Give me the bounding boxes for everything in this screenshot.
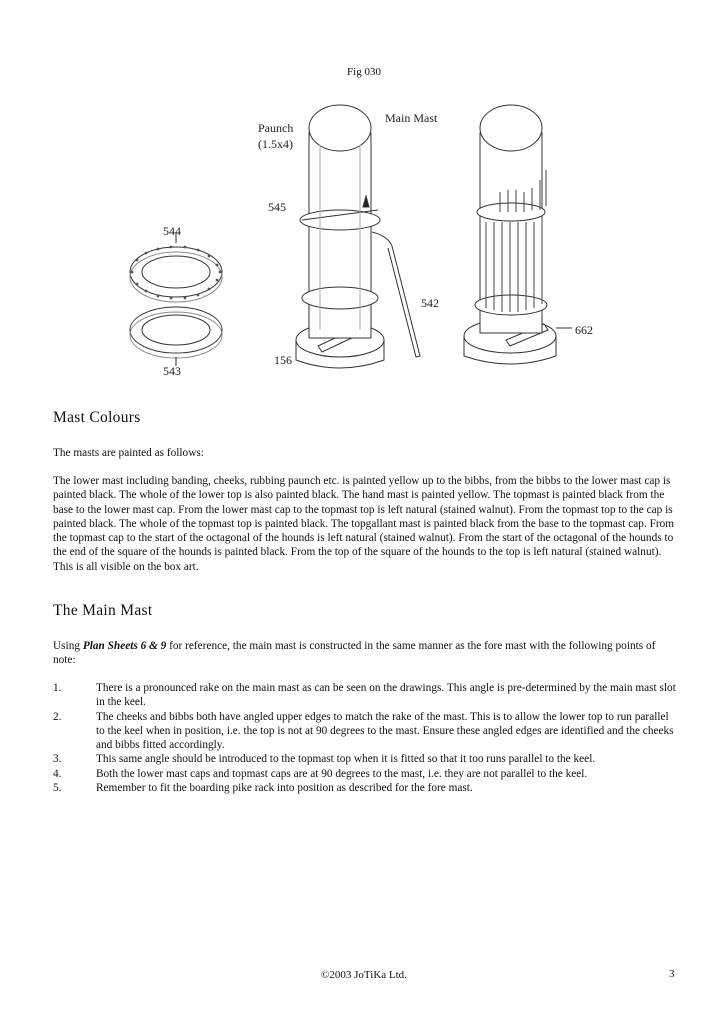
- label-part-156: 156: [274, 353, 292, 367]
- list-item-number: 2.: [53, 710, 62, 723]
- footer-copyright: ©2003 JoTiKa Ltd.: [321, 969, 407, 981]
- label-part-544: 544: [163, 224, 181, 238]
- main-mast-notes-list: [53, 681, 678, 795]
- list-item-number: 4.: [53, 767, 62, 780]
- mast-colours-body: The lower mast including banding, cheeks, rubbing paunch etc. is painted yellow up to the bibbs, from the bibbs to the lower mast cap is painted black. The whole of the lower top is also painted black. The hand mast is painted yellow. The topmast is painted black from the base to the lower mast cap. From the lower mast cap to the topmast top is left natural (stained walnut). From the topmast top to the cap is painted black. The whole of the topmast top is painted black. The topgallant mast is painted black from the base to the topmast cap. From the topmast cap to the start of the octagonal of the hounds is left natural (stained walnut). From the start of the octagonal of the hounds to the end of the square of the hounds is painted black. From the top of the square of the hounds to the top is left natural (stained walnut). This is all visible on the box art.: [53, 475, 675, 573]
- label-part-545: 545: [268, 200, 286, 214]
- mast-colours-intro: The masts are painted as follows:: [53, 447, 204, 459]
- figure-title: Fig 030: [347, 66, 381, 78]
- label-part-662: 662: [575, 323, 593, 337]
- list-item-text: This same angle should be introduced to the topmast top when it is fitted so that it too runs parallel to the keel.: [96, 753, 596, 766]
- label-part-543: 543: [163, 364, 181, 378]
- list-item: [53, 767, 678, 781]
- intro-text-end: for reference, the main mast is constructed in the same manner as the fore mast with the following points of note:: [53, 640, 656, 667]
- page-number: 3: [669, 968, 675, 980]
- list-item-text: Remember to fit the boarding pike rack into position as described for the fore mast.: [96, 782, 473, 795]
- plan-sheets-reference: Plan Sheets 6 & 9: [82, 640, 167, 652]
- list-item-text: There is a pronounced rake on the main mast as can be seen on the drawings. This angle is pre-determined by the main mast slot in the keel.: [96, 682, 676, 709]
- list-item: [53, 752, 678, 766]
- list-item-number: 1.: [53, 682, 62, 694]
- list-item-text: The cheeks and bibbs both have angled upper edges to match the rake of the mast. This is to allow the lower top to run parallel to the keel when in position, i.e. the top is not at 90 degrees to the mast. Ensure these angled edges are identified and the cheeks and bibbs fitted accordingly.: [96, 710, 674, 752]
- heading-mast-colours: Mast Colours: [53, 409, 141, 426]
- list-item-number: 5.: [53, 782, 62, 795]
- main-mast-intro: [53, 639, 678, 668]
- heading-main-mast: The Main Mast: [53, 602, 153, 619]
- list-item-number: 3.: [53, 753, 62, 766]
- list-item: [53, 681, 678, 710]
- list-item-text: Both the lower mast caps and topmast caps are at 90 degrees to the mast, i.e. they are not parallel to the keel.: [96, 767, 588, 780]
- list-item: [53, 781, 678, 795]
- list-item: [53, 710, 678, 753]
- label-paunch-size: (1.5x4): [258, 137, 293, 151]
- mast-assembly-drawing: [0, 80, 728, 380]
- intro-text-start: Using: [53, 640, 83, 652]
- label-main-mast: Main Mast: [385, 111, 438, 125]
- label-part-542: 542: [421, 296, 439, 310]
- label-paunch: Paunch: [258, 121, 294, 135]
